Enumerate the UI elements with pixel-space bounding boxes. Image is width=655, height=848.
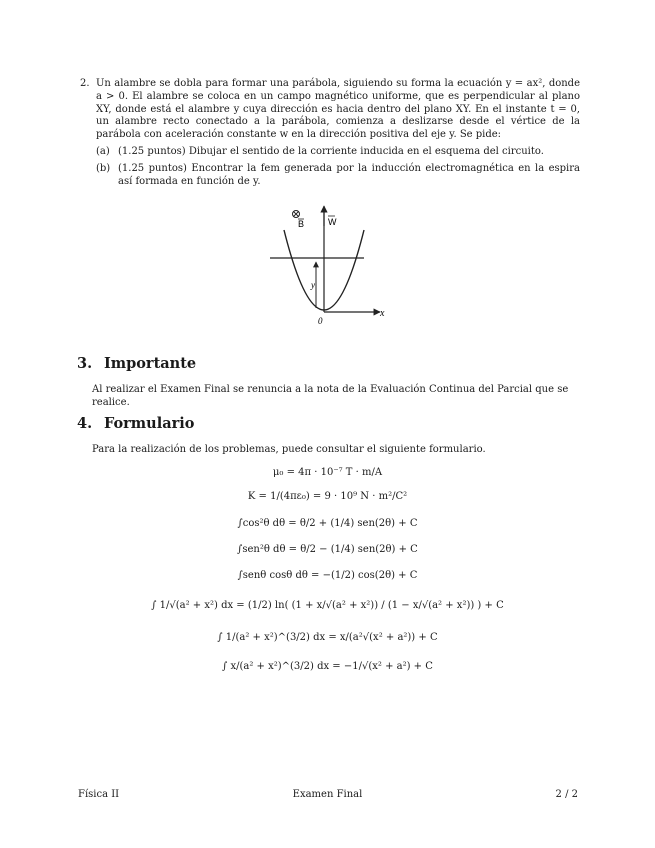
section-4-heading xyxy=(77,415,194,434)
parabola-diagram xyxy=(262,200,392,330)
problem-statement: Un alambre se dobla para formar una parábola, siguiendo su forma la ecuación y = ax², donde a > 0. El alambre se coloca en un campo magnético uniforme, que es perpendicular al plano XY, donde está el alambre y cuya dirección es hacia dentro del plano XY. En el instante t = 0, un alambre recto conectado a la parábola, comienza a deslizarse desde el vértice de la parábola con aceleración constante w en la dirección positiva del eje y. Se pide: xyxy=(96,78,580,141)
section-number: 4. xyxy=(77,415,93,432)
section-3-heading xyxy=(77,355,196,374)
footer-center: Examen Final xyxy=(292,789,363,800)
x-label: x xyxy=(380,308,385,319)
part-text: (1.25 puntos) Encontrar la fem generada por la inducción electromagnética en la espira así formada en función de y. xyxy=(118,162,580,187)
part-text: (1.25 puntos) Dibujar el sentido de la corriente inducida en el esquema del circuito. xyxy=(118,145,544,157)
formula-k: K = 1/(4πε₀) = 9 · 10⁹ N · m²/C² xyxy=(247,491,408,502)
y-label: y xyxy=(311,280,315,290)
formula-ln: ∫ 1/√(a² + x²) dx = (1/2) ln( (1 + x/√(a² + x²)) / (1 − x/√(a² + x²)) ) + C xyxy=(151,600,504,611)
section-title: Importante xyxy=(104,355,197,372)
parabola-figure xyxy=(262,200,392,330)
b-label: B xyxy=(298,219,305,229)
formula-cos2: ∫cos²θ dθ = θ/2 + (1/4) sen(2θ) + C xyxy=(237,518,418,529)
formula-int-x: ∫ x/(a² + x²)^(3/2) dx = −1/√(x² + a²) + C xyxy=(222,661,433,672)
problem-number: 2. xyxy=(80,78,90,89)
formula-int-1: ∫ 1/(a² + x²)^(3/2) dx = x/(a²√(x² + a²)) + C xyxy=(217,632,438,643)
problem-part-b xyxy=(96,163,580,189)
footer-page-number: 2 / 2 xyxy=(555,789,578,800)
section-title: Formulario xyxy=(104,415,195,432)
w-label: W xyxy=(328,217,337,227)
part-label: (b) xyxy=(96,162,111,174)
section-4-text: Para la realización de los problemas, puede consultar el siguiente formulario. xyxy=(92,444,486,455)
problem-part-a xyxy=(96,146,580,159)
section-number: 3. xyxy=(77,355,93,372)
formula-sencos: ∫senθ cosθ dθ = −(1/2) cos(2θ) + C xyxy=(237,570,418,581)
origin-label: 0 xyxy=(318,316,323,326)
formula-mu0: μ₀ = 4π · 10⁻⁷ T · m/A xyxy=(272,467,383,478)
problem-2 xyxy=(80,78,580,188)
part-label: (a) xyxy=(96,145,110,157)
section-3-text: Al realizar el Examen Final se renuncia a la nota de la Evaluación Continua del Parcial que se realice. xyxy=(92,384,569,408)
formula-sen2: ∫sen²θ dθ = θ/2 − (1/4) sen(2θ) + C xyxy=(237,544,418,555)
footer-left: Física II xyxy=(78,789,120,800)
